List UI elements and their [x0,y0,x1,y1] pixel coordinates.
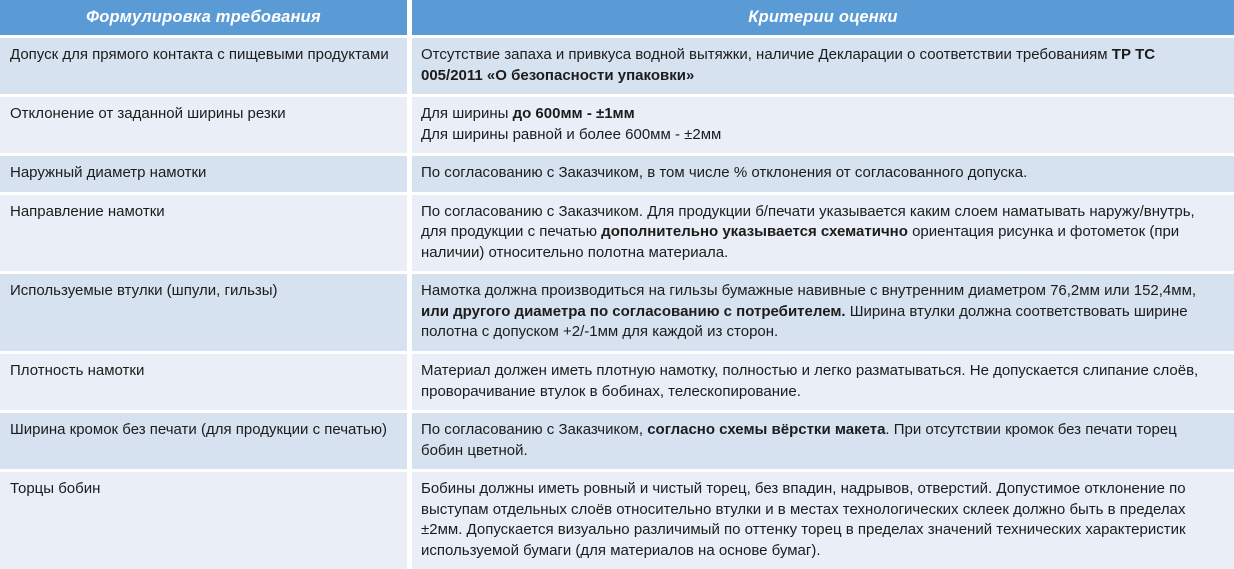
criteria-cell [412,472,1234,569]
criteria-cell [412,97,1234,153]
text-run: дополнительно указывается схематично [601,223,908,241]
text-run: Для ширины равной и более 600мм - ±2мм [421,125,722,143]
column-header-criteria: Критерии оценки [412,0,1234,35]
requirement-cell: Наружный диаметр намотки [0,156,407,192]
criteria-cell [412,195,1234,272]
criteria-cell [412,354,1234,410]
requirement-cell: Отклонение от заданной ширины резки [0,97,407,153]
text-run: Бобины должны иметь ровный и чистый торец, без впадин, надрывов, отверстий. Допустимое отклонение по выступам отдельных слоёв относительно втулки и в местах технологических склеек должно быть в пределах ±2мм. Допускается визуально различимый по оттенку торец в пределах значений технических характеристик используемой бумаги (для материалов на основе бумаг). [421,480,1186,559]
text-run: Ширина втулки должна соответствовать ширине полотна с допуском +2/-1мм для каждой из сторон. [421,302,1188,341]
text-run: или другого диаметра по согласованию с потребителем. [421,302,846,320]
text-run: Отсутствие запаха и привкуса водной вытяжки, наличие Декларации о соответствии требованиям [421,46,1112,63]
requirement-cell: Торцы бобин [0,472,407,569]
criteria-cell [412,156,1234,192]
text-run: Намотка должна производиться на гильзы бумажные навивные с внутренним диаметром 76,2мм или 152,4мм, [421,282,1197,300]
text-run: По согласованию с Заказчиком, [421,421,648,439]
text-run: ориентация рисунка и фотометок (при наличии) относительно полотна материала. [421,223,1180,261]
text-run: до 600мм - ±1мм [512,105,635,123]
requirement-cell: Ширина кромок без печати (для продукции с печатью) [0,413,407,469]
column-header-requirement: Формулировка требования [0,0,407,35]
text-run: По согласованию с Заказчиком, в том числе % отклонения от согласованного допуска. [421,164,1028,182]
text-run: ТР ТС 005/2011 «О безопасности упаковки» [421,46,1156,84]
requirement-cell: Допуск для прямого контакта с пищевыми продуктами [0,38,407,94]
text-run: . При отсутствии кромок без печати торец бобин цветной. [421,421,1177,459]
text-run: Для ширины [421,105,513,123]
text-run: Материал должен иметь плотную намотку, полностью и легко разматываться. Не допускается слипание слоёв, проворачивание втулок в бобинах, телескопирование. [421,362,1199,400]
criteria-cell [412,274,1234,351]
requirement-cell: Плотность намотки [0,354,407,410]
requirement-cell: Направление намотки [0,195,407,272]
text-run: согласно схемы вёрстки макета [647,421,886,439]
requirement-cell: Используемые втулки (шпули, гильзы) [0,274,407,351]
text-run: По согласованию с Заказчиком. Для продукции б/печати указывается каким слоем наматывать наружу/внутрь, для продукции с печатью [421,202,1195,241]
criteria-cell [412,38,1234,94]
criteria-cell [412,413,1234,469]
